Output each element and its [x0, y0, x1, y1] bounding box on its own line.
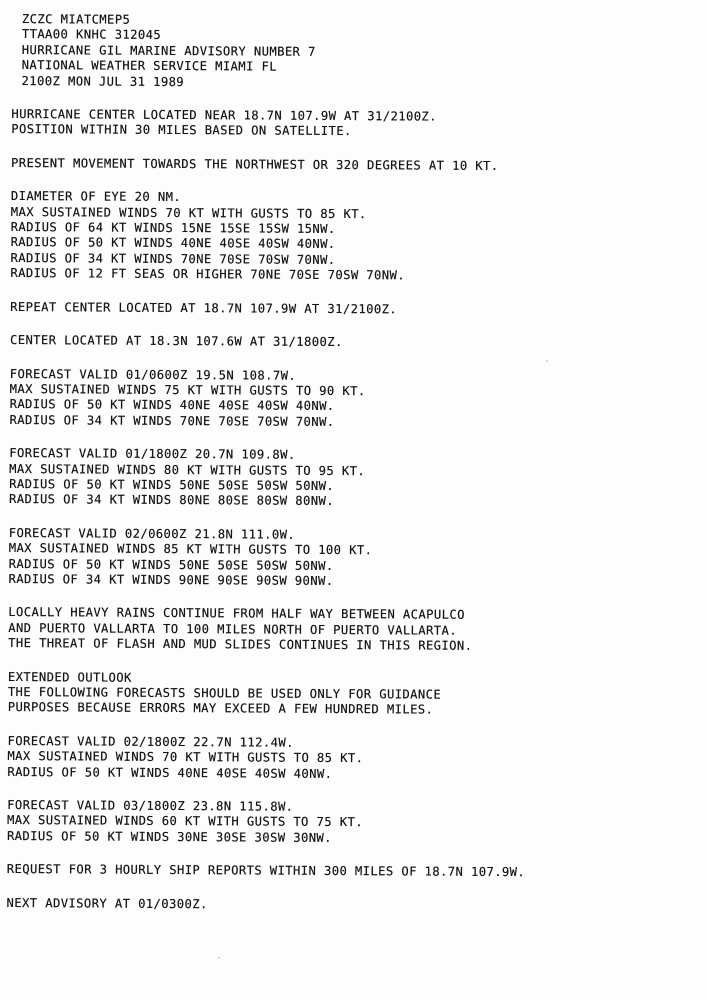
- advisory-line: MAX SUSTAINED WINDS 85 KT WITH GUSTS TO 100 KT.: [8, 541, 373, 558]
- advisory-paragraph: [11, 107, 701, 142]
- advisory-line: EXTENDED OUTLOOK: [7, 669, 132, 685]
- advisory-text: [6, 12, 702, 933]
- advisory-line: THE THREAT OF FLASH AND MUD SLIDES CONTINUES IN THIS REGION.: [8, 636, 473, 654]
- advisory-line: RADIUS OF 50 KT WINDS 40NE 40SE 40SW 40NW.: [7, 764, 333, 781]
- advisory-line: CENTER LOCATED AT 18.3N 107.6W AT 31/1800Z.: [9, 333, 343, 350]
- advisory-line: FORECAST VALID 02/0600Z 21.8N 111.0W.: [8, 525, 296, 542]
- advisory-line: MAX SUSTAINED WINDS 80 KT WITH GUSTS TO 95 KT.: [9, 461, 366, 478]
- advisory-line: NEXT ADVISORY AT 01/0300Z.: [6, 895, 208, 911]
- advisory-line: PRESENT MOVEMENT TOWARDS THE NORTHWEST OR 320 DEGREES AT 10 KT.: [11, 155, 499, 173]
- advisory-line: RADIUS OF 64 KT WINDS 15NE 15SE 15SW 15NW.: [10, 220, 336, 237]
- advisory-line: AND PUERTO VALLARTA TO 100 MILES NORTH OF PUERTO VALLARTA.: [8, 620, 458, 638]
- advisory-paragraph: [10, 300, 700, 320]
- advisory-line: RADIUS OF 50 KT WINDS 50NE 50SE 50SW 50NW.: [8, 556, 334, 573]
- advisory-paragraph: [10, 333, 700, 353]
- advisory-line: HURRICANE GIL MARINE ADVISORY NUMBER 7: [21, 42, 316, 59]
- advisory-line: RADIUS OF 12 FT SEAS OR HIGHER 70NE 70SE 70SW 70NW.: [10, 266, 406, 283]
- advisory-line: MAX SUSTAINED WINDS 70 KT WITH GUSTS TO 85 KT.: [10, 204, 367, 221]
- advisory-paragraph: [9, 446, 699, 512]
- advisory-paragraph: [9, 366, 699, 432]
- advisory-line: MAX SUSTAINED WINDS 60 KT WITH GUSTS TO 75 KT.: [7, 813, 364, 830]
- advisory-line: DIAMETER OF EYE 20 NM.: [10, 189, 182, 205]
- advisory-line: HURRICANE CENTER LOCATED NEAR 18.7N 107.9W AT 31/2100Z.: [11, 107, 437, 124]
- advisory-line: FORECAST VALID 01/1800Z 20.7N 109.8W.: [9, 446, 296, 462]
- advisory-paragraph: [7, 798, 697, 848]
- advisory-line: NATIONAL WEATHER SERVICE MIAMI FL: [21, 58, 278, 74]
- scan-speck: [218, 957, 220, 959]
- advisory-paragraph: [22, 12, 702, 93]
- advisory-paragraph: [11, 156, 701, 176]
- advisory-line: RADIUS OF 50 KT WINDS 50NE 50SE 50SW 50NW.: [9, 476, 335, 493]
- advisory-line: FORECAST VALID 03/1800Z 23.8N 115.8W.: [7, 798, 294, 814]
- advisory-line: MAX SUSTAINED WINDS 70 KT WITH GUSTS TO 85 KT.: [7, 749, 364, 766]
- advisory-line: LOCALLY HEAVY RAINS CONTINUE FROM HALF WAY BETWEEN ACAPULCO: [8, 605, 465, 623]
- advisory-line: MAX SUSTAINED WINDS 75 KT WITH GUSTS TO 90 KT.: [9, 381, 366, 399]
- advisory-line: POSITION WITHIN 30 MILES BASED ON SATELLITE.: [11, 122, 352, 139]
- advisory-line: RADIUS OF 34 KT WINDS 70NE 70SE 70SW 70NW.: [9, 412, 335, 429]
- advisory-line: RADIUS OF 34 KT WINDS 90NE 90SE 90SW 90NW.: [8, 571, 334, 588]
- advisory-line: RADIUS OF 50 KT WINDS 40NE 40SE 40SW 40NW.: [9, 397, 335, 414]
- advisory-paragraph: [8, 605, 698, 655]
- advisory-line: RADIUS OF 34 KT WINDS 70NE 70SE 70SW 70NW.: [10, 250, 336, 267]
- advisory-line: TTAA00 KNHC 312045: [21, 27, 162, 43]
- advisory-paragraph: [7, 862, 697, 882]
- advisory-paragraph: [10, 189, 701, 286]
- advisory-line: THE FOLLOWING FORECASTS SHOULD BE USED ONLY FOR GUIDANCE: [7, 684, 442, 702]
- advisory-line: PURPOSES BECAUSE ERRORS MAY EXCEED A FEW HUNDRED MILES.: [7, 700, 434, 717]
- advisory-line: ZCZC MIATCMEP5: [21, 12, 131, 27]
- advisory-line: 2100Z MON JUL 31 1989: [21, 73, 185, 89]
- advisory-line: RADIUS OF 34 KT WINDS 80NE 80SE 80SW 80NW.: [8, 492, 335, 509]
- advisory-line: FORECAST VALID 02/1800Z 22.7N 112.4W.: [7, 733, 294, 750]
- advisory-line: REQUEST FOR 3 HOURLY SHIP REPORTS WITHIN 300 MILES OF 18.7N 107.9W.: [6, 862, 526, 880]
- advisory-line: REPEAT CENTER LOCATED AT 18.7N 107.9W AT 31/2100Z.: [10, 299, 398, 317]
- advisory-line: FORECAST VALID 01/0600Z 19.5N 108.7W.: [9, 366, 297, 383]
- advisory-paragraph: [8, 670, 698, 720]
- advisory-line: RADIUS OF 50 KT WINDS 40NE 40SE 40SW 40NW.: [10, 235, 336, 252]
- advisory-line: RADIUS OF 50 KT WINDS 30NE 30SE 30SW 30NW.: [6, 828, 332, 845]
- advisory-paragraph: [7, 896, 697, 916]
- advisory-paragraph: [7, 734, 697, 784]
- advisory-paragraph: [8, 526, 698, 592]
- scan-speck: [546, 360, 548, 362]
